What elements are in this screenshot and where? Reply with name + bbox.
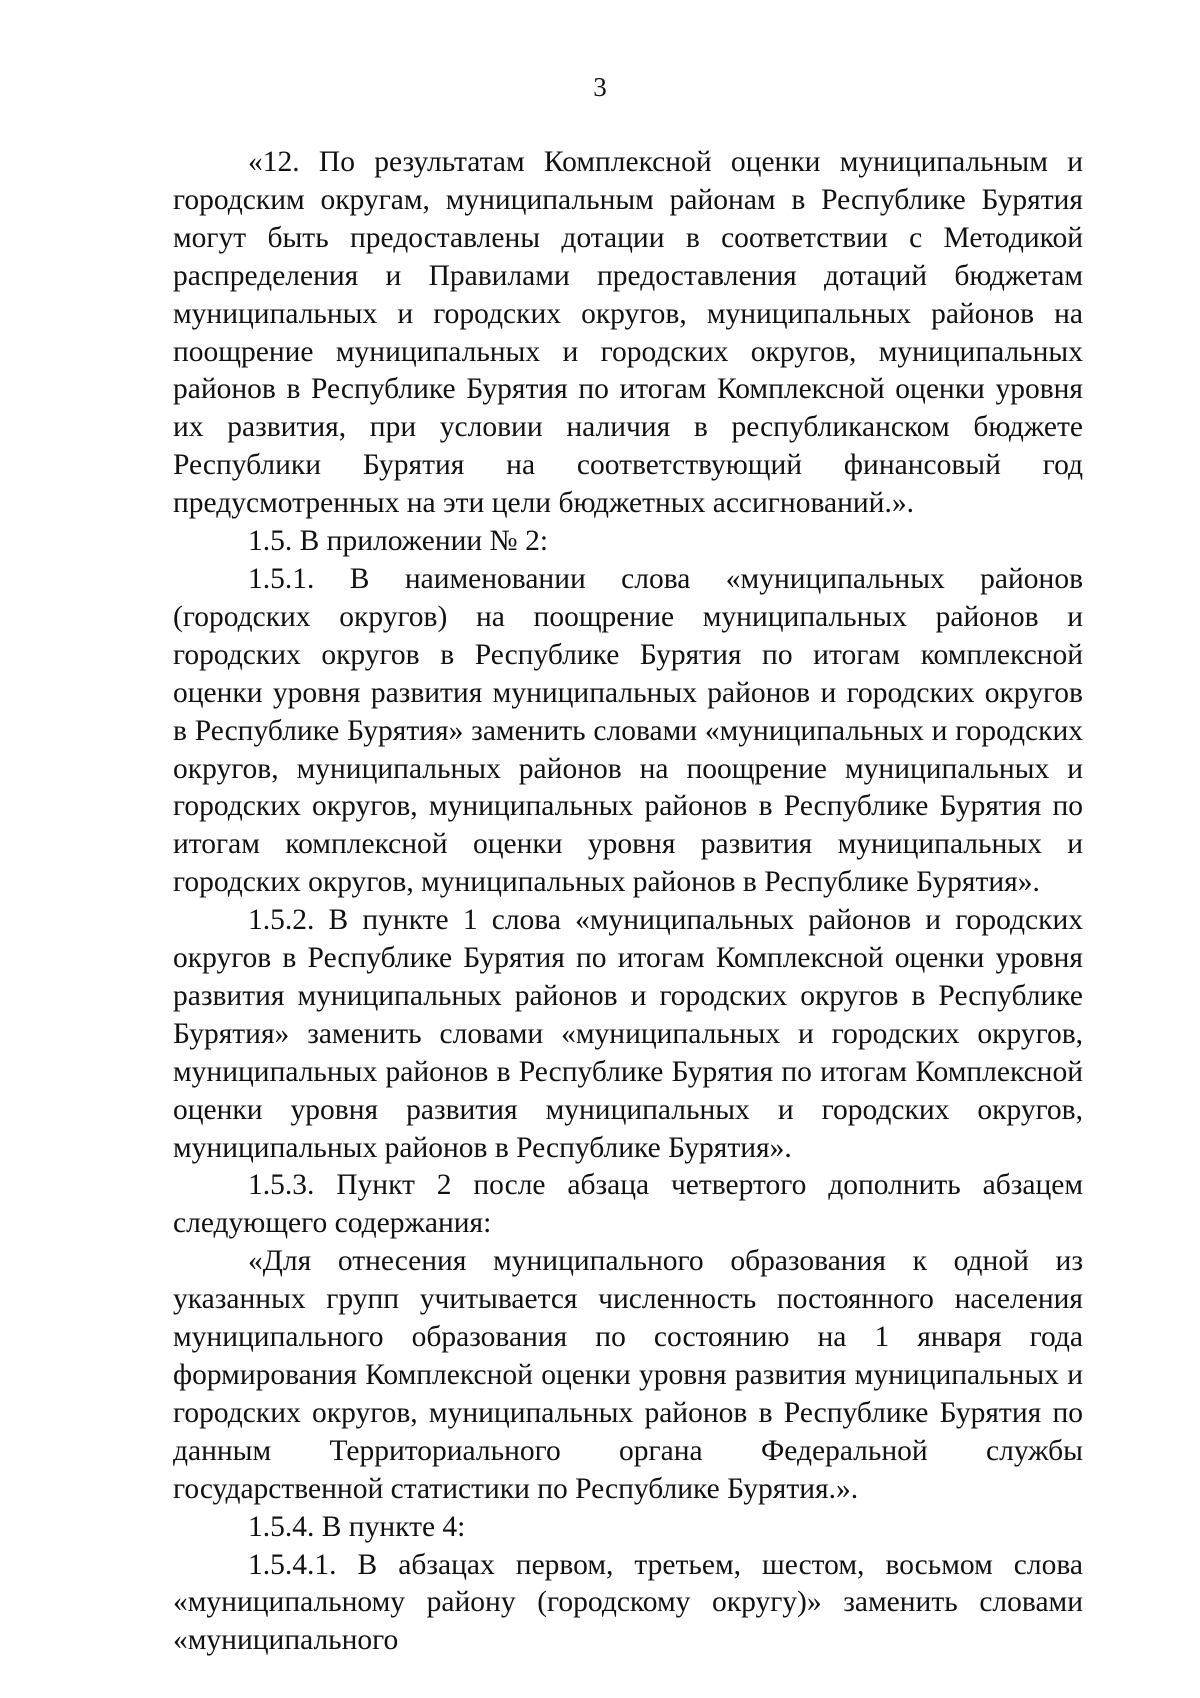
paragraph-quoted-addition: «Для отнесения муниципального образования к одной из указанных групп учитывается численность постоянного населения муниципального образования по состоянию на 1 января года формирования Комплексной оценки уровня развития муниципальных и городских округов, муниципальных районов в Республике Бурятия по данным Территориального органа Федеральной службы государственной статистики по Республике Бурятия.». [173, 1245, 1083, 1505]
paragraph-1-5-4: 1.5.4. В пункте 4: [248, 1510, 466, 1543]
paragraph-item-12: «12. По результатам Комплексной оценки муниципальным и городским округам, муниципальным районам в Республике Бурятия могут быть предоставлены дотации в соответствии с Методикой распределения и Правилами предоставления дотаций бюджетам муниципальных и городских округов, муниципальных районов на поощрение муниципальных и городских округов, муниципальных районов в Республике Бурятия по итогам Комплексной оценки уровня их развития, при условии наличия в республиканском бюджете Республики Бурятия на соответствующий финансовый год предусмотренных на эти цели бюджетных ассигнований.». [173, 146, 1083, 520]
document-body [173, 144, 1083, 1660]
page-number: 3 [593, 72, 607, 102]
paragraph-1-5-4-1: 1.5.4.1. В абзацах первом, третьем, шестом, восьмом слова «муниципальному району (городскому округу)» заменить словами «муниципального [173, 1548, 1083, 1657]
paragraph-1-5-2: 1.5.2. В пункте 1 слова «муниципальных районов и городских округов в Республике Бурятия по итогам Комплексной оценки уровня развития муниципальных районов и городских округов в Республике Бурятия» заменить словами «муниципальных и городских округов, муниципальных районов в Республике Бурятия по итогам Комплексной оценки уровня развития муниципальных и городских округов, муниципальных районов в Республике Бурятия». [173, 904, 1083, 1164]
paragraph-1-5-1: 1.5.1. В наименовании слова «муниципальных районов (городских округов) на поощрение муниципальных районов и городских округов в Республике Бурятия по итогам комплексной оценки уровня развития муниципальных районов и городских округов в Республике Бурятия» заменить словами «муниципальных и городских округов, муниципальных районов на поощрение муниципальных и городских округов, муниципальных районов в Республике Бурятия по итогам комплексной оценки уровня развития муниципальных и городских округов, муниципальных районов в Республике Бурятия». [173, 562, 1083, 899]
paragraph-1-5: 1.5. В приложении № 2: [248, 525, 549, 558]
paragraph-1-5-3: 1.5.3. Пункт 2 после абзаца четвертого дополнить абзацем следующего содержания: [173, 1169, 1083, 1240]
